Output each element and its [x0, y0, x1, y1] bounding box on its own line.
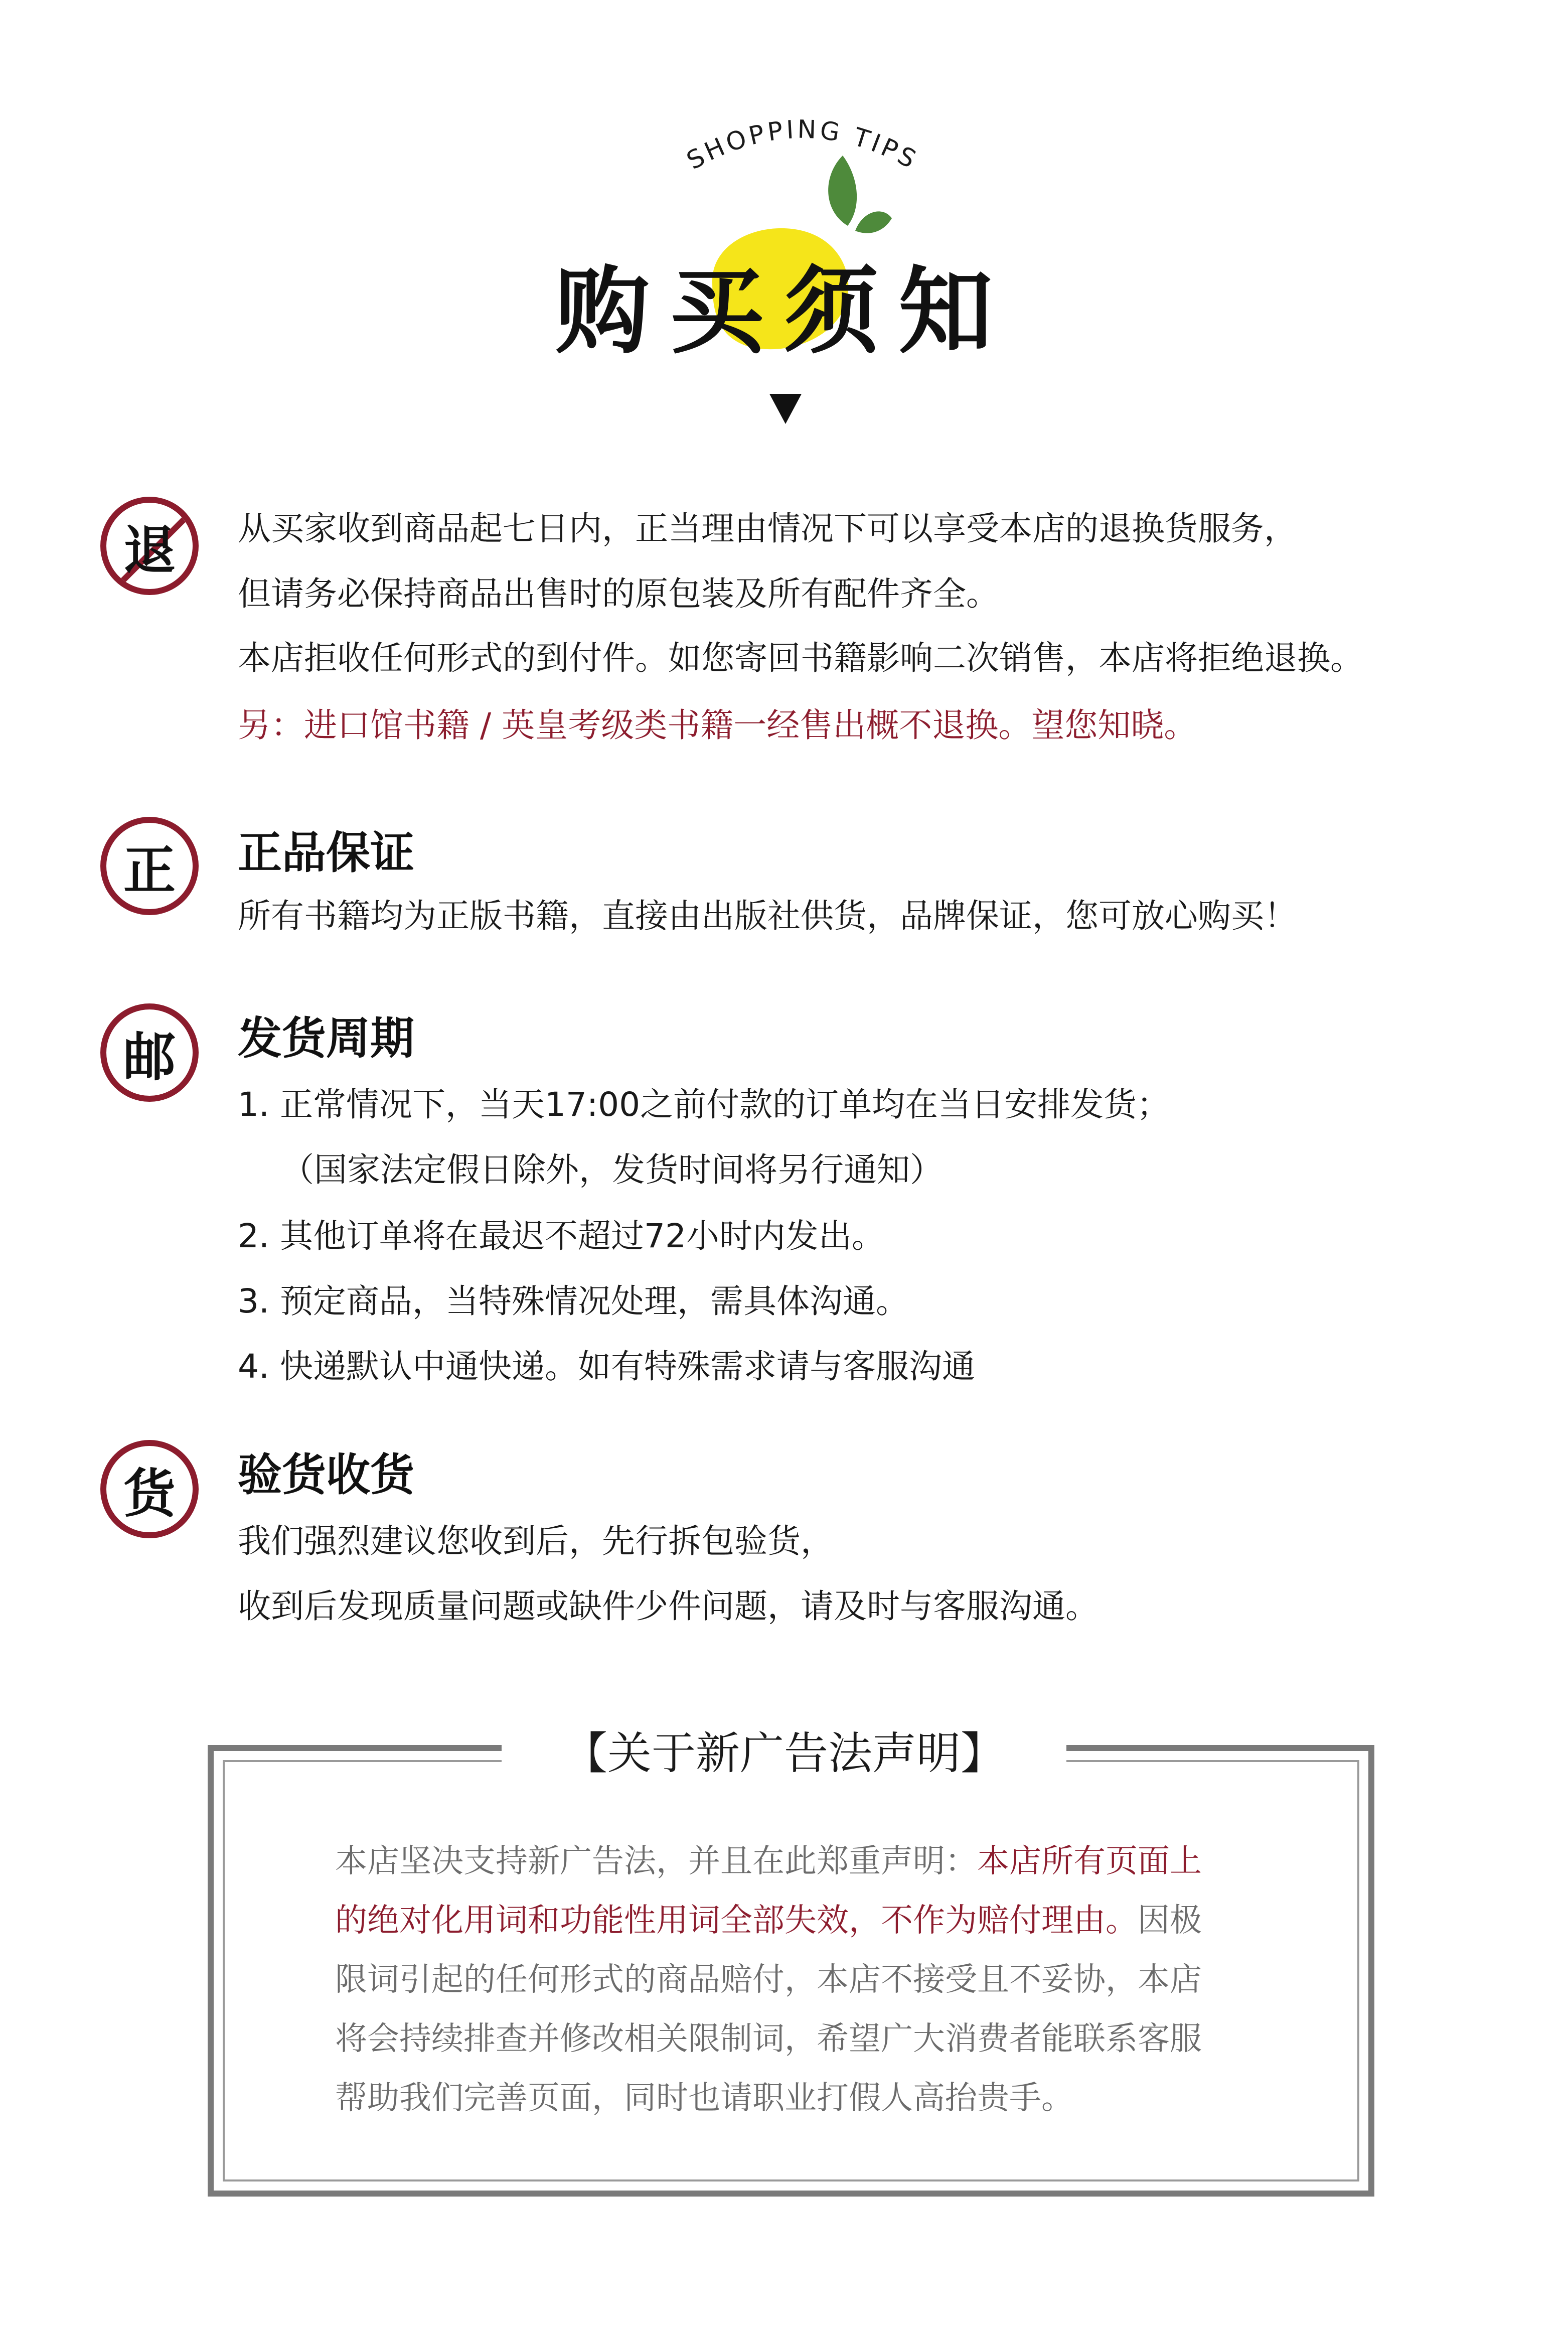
return-line-1: 从买家收到商品起七日内，正当理由情况下可以享受本店的退换货服务， — [238, 509, 1297, 548]
notice-line-1 — [335, 1835, 1202, 1881]
return-line-2: 但请务必保持商品出售时的原包装及所有配件齐全。 — [238, 574, 999, 613]
shipping-heading: 发货周期 — [238, 1012, 415, 1064]
down-arrow-icon — [769, 394, 802, 429]
notice-line-4: 将会持续排查并修改相关限制词，希望广大消费者能联系客服 — [335, 2020, 1202, 2058]
page-title: 购买须知 — [555, 257, 1013, 367]
shipping-line-2: （国家法定假日除外，发货时间将另行通知） — [281, 1150, 943, 1189]
notice-line-2-plain: 因极 — [1138, 1902, 1202, 1939]
genuine-badge-icon: 正 — [100, 817, 199, 915]
notice-line-1-highlight: 本店所有页面上 — [977, 1843, 1202, 1880]
shipping-badge-icon: 邮 — [100, 1003, 199, 1102]
notice-line-3: 限词引起的任何形式的商品赔付，本店不接受且不妥协，本店 — [335, 1961, 1202, 1998]
notice-line-1-plain: 本店坚决支持新广告法，并且在此郑重声明： — [335, 1843, 977, 1880]
notice-line-2 — [335, 1895, 1202, 1941]
tagline: SHOPPING TIPS — [682, 114, 923, 176]
shipping-line-1: 1. 正常情况下，当天17:00之前付款的订单均在当日安排发货； — [238, 1085, 1170, 1124]
notice-title: 【关于新广告法声明】 — [502, 1726, 1066, 1786]
return-note: 另：进口馆书籍 / 英皇考级类书籍一经售出概不退换。望您知晓。 — [238, 706, 1197, 745]
shipping-line-4: 3. 预定商品，当特殊情况处理，需具体沟通。 — [238, 1282, 909, 1321]
shipping-line-3: 2. 其他订单将在最迟不超过72小时内发出。 — [238, 1217, 885, 1255]
notice-line-5: 帮助我们完善页面，同时也请职业打假人高抬贵手。 — [335, 2080, 1073, 2117]
inspection-badge-icon: 货 — [100, 1440, 199, 1538]
inspection-line-2: 收到后发现质量问题或缺件少件问题，请及时与客服沟通。 — [238, 1587, 1099, 1626]
genuine-heading: 正品保证 — [238, 827, 415, 879]
inspection-heading: 验货收货 — [238, 1449, 415, 1501]
return-line-3: 本店拒收任何形式的到付件。如您寄回书籍影响二次销售，本店将拒绝退换。 — [238, 639, 1363, 677]
notice-line-2-highlight: 的绝对化用词和功能性用词全部失效，不作为赔付理由。 — [335, 1902, 1138, 1939]
genuine-line-1: 所有书籍均为正版书籍，直接由出版社供货，品牌保证，您可放心购买！ — [238, 897, 1297, 935]
return-badge-icon: 退 — [100, 497, 199, 595]
inspection-line-1: 我们强烈建议您收到后，先行拆包验货， — [238, 1522, 834, 1560]
shipping-line-5: 4. 快递默认中通快递。如有特殊需求请与客服沟通 — [238, 1347, 975, 1386]
